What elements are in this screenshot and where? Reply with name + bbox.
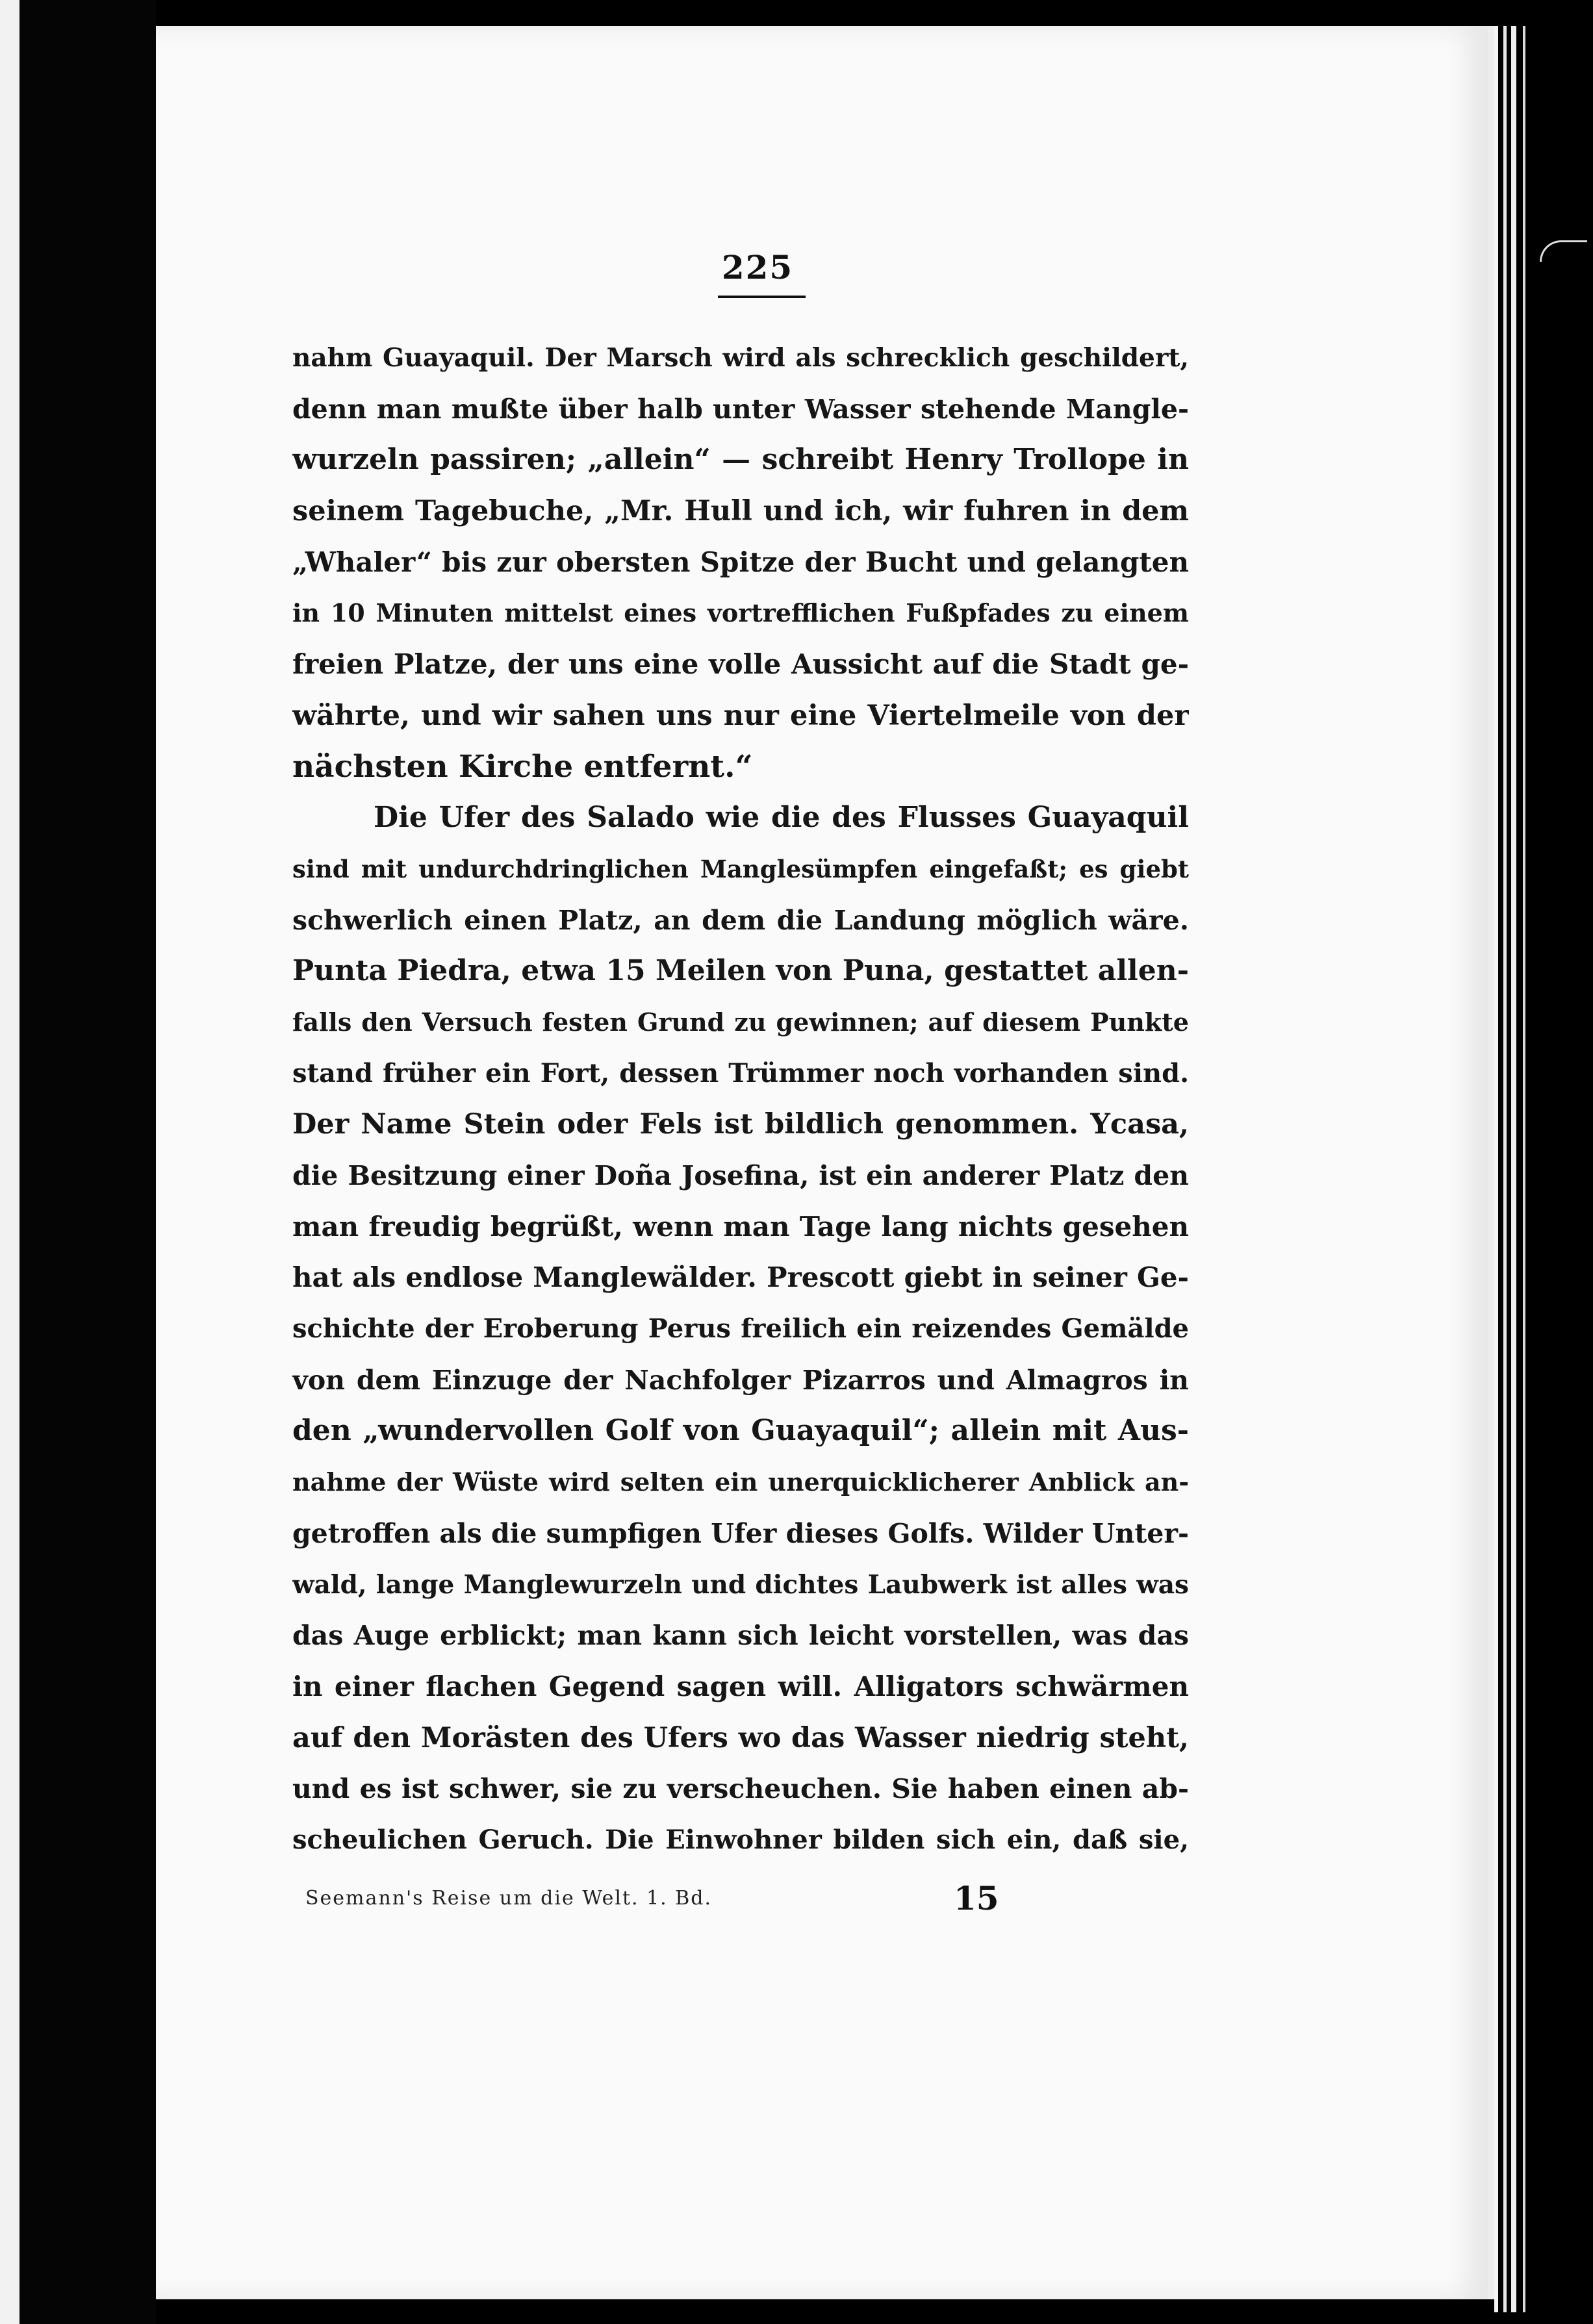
text-line: Die Ufer des Salado wie die des Flusses Guayaquil — [374, 801, 1189, 835]
text-line: nahme der Wüste wird selten ein unerquicklicherer Anblick an- — [292, 1467, 1189, 1497]
text-line: auf den Morästen des Ufers wo das Wasser niedrig steht, — [292, 1721, 1189, 1754]
text-line: in einer flachen Gegend sagen will. Alligators schwärmen — [292, 1670, 1189, 1702]
text-line: falls den Versuch festen Grund zu gewinnen; auf diesem Punkte — [292, 1007, 1189, 1037]
facing-page-edge — [0, 0, 19, 2324]
text-line: stand früher ein Fort, dessen Trümmer noch vorhanden sind. — [292, 1057, 1189, 1089]
text-line: wald, lange Manglewurzeln und dichtes Laubwerk ist alles was — [292, 1569, 1189, 1600]
text-line: das Auge erblickt; man kann sich leicht vorstellen, was das — [292, 1620, 1189, 1652]
book-gutter — [19, 0, 156, 2324]
page-number: 225 — [721, 248, 794, 286]
page-footer — [305, 1879, 1202, 1918]
text-line: nächsten Kirche entfernt.“ — [292, 748, 753, 785]
text-line: denn man mußte über halb unter Wasser stehende Mangle- — [292, 393, 1189, 425]
text-line: man freudig begrüßt, wenn man Tage lang nichts gesehen — [292, 1210, 1189, 1243]
text-line: getroffen als die sumpfigen Ufer dieses Golfs. Wilder Unter- — [292, 1517, 1189, 1549]
text-line: scheulichen Geruch. Die Einwohner bilden sich ein, daß sie, — [292, 1824, 1189, 1855]
text-line: von dem Einzuge der Nachfolger Pizarros und Almagros in — [292, 1364, 1189, 1396]
text-line: „Whaler“ bis zur obersten Spitze der Bucht und gelangten — [292, 546, 1189, 578]
text-line: wurzeln passiren; „allein“ — schreibt Henry Trollope in — [292, 443, 1189, 477]
text-line: sind mit undurchdringlichen Manglesümpfen eingefaßt; es giebt — [292, 854, 1189, 883]
text-line: Punta Piedra, etwa 15 Meilen von Puna, gestattet allen- — [292, 954, 1189, 988]
text-line: nahm Guayaquil. Der Marsch wird als schrecklich geschildert, — [292, 343, 1189, 373]
text-line: seinem Tagebuche, „Mr. Hull und ich, wir fuhren in dem — [292, 495, 1189, 528]
text-line: den „wundervollen Golf von Guayaquil“; allein mit Aus- — [292, 1414, 1189, 1448]
signature-mark: 15 — [954, 1879, 999, 1917]
footer-book-title: Seemann's Reise um die Welt. 1. Bd. — [305, 1887, 713, 1910]
text-line: und es ist schwer, sie zu verscheuchen. Sie haben einen ab- — [292, 1773, 1189, 1805]
page-edges — [1494, 26, 1579, 2312]
text-line: hat als endlose Manglewälder. Prescott giebt in seiner Ge- — [292, 1261, 1189, 1294]
text-line: währte, und wir sahen uns nur eine Viertelmeile von der — [292, 699, 1189, 732]
page-number-rule — [718, 296, 806, 298]
text-line: schwerlich einen Platz, an dem die Landung möglich wäre. — [292, 904, 1189, 936]
text-line: freien Platze, der uns eine volle Aussicht auf die Stadt ge- — [292, 648, 1189, 681]
text-line: die Besitzung einer Doña Josefina, ist ein anderer Platz den — [292, 1160, 1189, 1191]
text-line: Der Name Stein oder Fels ist bildlich genommen. Ycasa, — [292, 1108, 1189, 1141]
body-text — [292, 333, 1189, 1866]
text-line: in 10 Minuten mittelst eines vortrefflichen Fußpfades zu einem — [292, 598, 1189, 628]
text-line: schichte der Eroberung Perus freilich ein reizendes Gemälde — [292, 1313, 1189, 1345]
